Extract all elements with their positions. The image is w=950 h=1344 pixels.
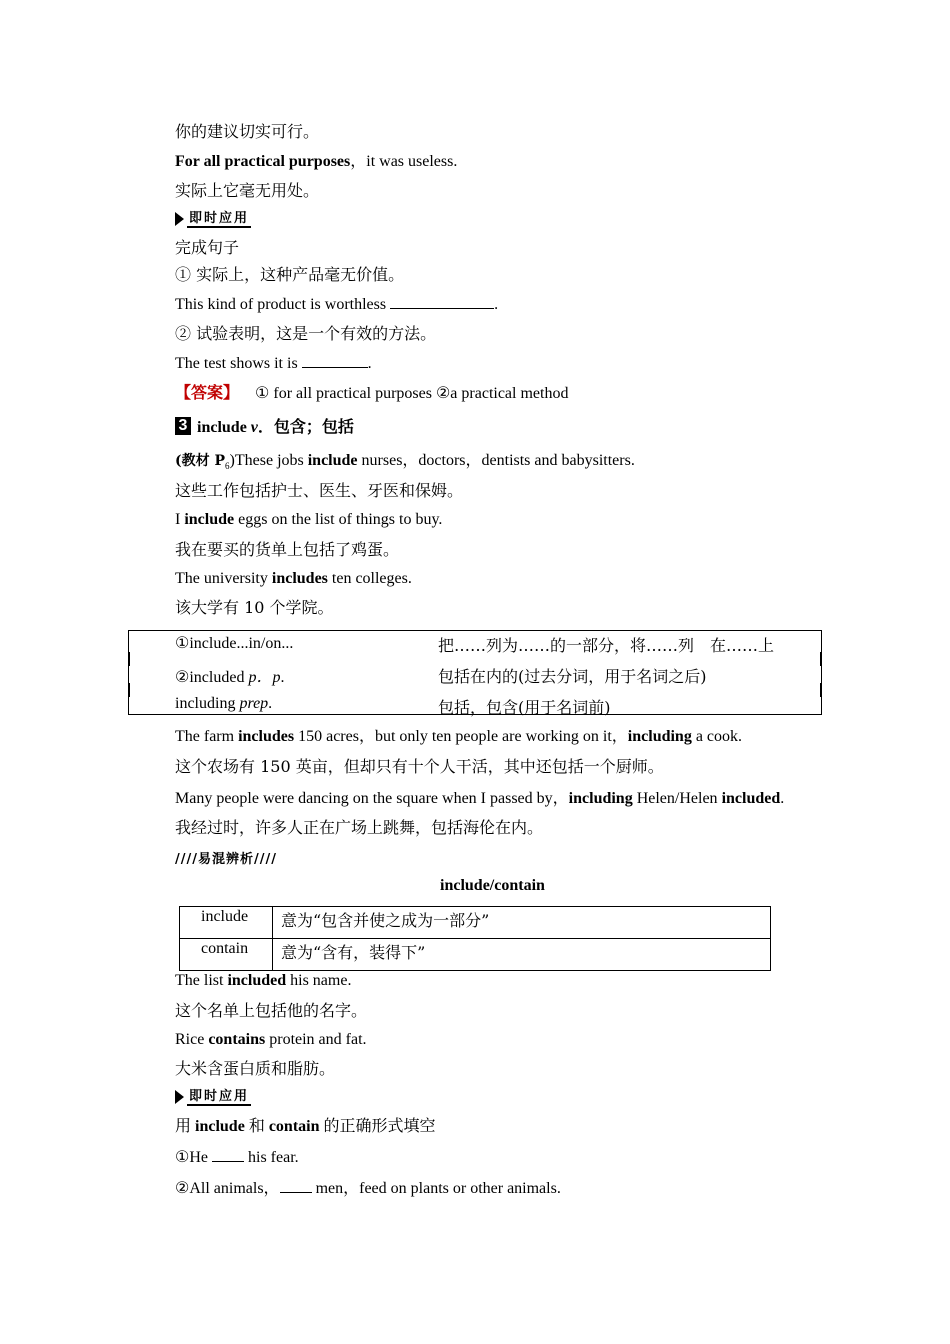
heading-include: [175, 417, 354, 438]
sentence-text: his name.: [290, 972, 352, 989]
sentence-text: a cook.: [695, 728, 743, 745]
sentence-text: The test shows it is: [175, 355, 298, 372]
bold-word: included: [721, 790, 781, 807]
table-edge-mark: [820, 683, 822, 697]
sentence-text: Many people were dancing on the square when I passed by，: [175, 790, 569, 807]
phrase-text: including: [175, 695, 240, 712]
example-list-cn: 这个名单上包括他的名字。: [175, 1001, 368, 1020]
exercise-title: 完成句子: [175, 238, 240, 257]
section-number: 3: [175, 417, 191, 435]
sentence-text: Rice: [175, 1031, 205, 1048]
compare-meaning: 意为“包含并使之成为一部分”: [281, 911, 490, 930]
example-dancing: [175, 789, 784, 809]
bold-word: including: [568, 790, 633, 807]
sentence-text: men，feed on plants or other animals.: [315, 1180, 561, 1197]
compare-word: include: [201, 908, 249, 925]
example-dancing-cn: 我经过时，许多人正在广场上跳舞，包括海伦在内。: [175, 818, 544, 837]
instruction-text: 用: [175, 1116, 192, 1135]
triangle-icon: [175, 212, 184, 226]
exercise-2-en: [175, 353, 372, 374]
example-farm: [175, 727, 742, 747]
bold-word: include: [307, 452, 358, 469]
compare-table: [179, 906, 771, 971]
table-divider: [180, 938, 770, 939]
line-useless-cn: 实际上它毫无用处。: [175, 181, 320, 200]
example-textbook: [175, 451, 635, 476]
line-practical-purposes: [175, 152, 457, 172]
exercise-2-cn: ② 试验表明，这是一个有效的方法。: [175, 324, 437, 343]
compare-word: contain: [201, 940, 249, 957]
apply-tag-text: 即时应用: [189, 1088, 250, 1104]
answer-blank[interactable]: [280, 1178, 312, 1193]
answer-line: [175, 383, 568, 404]
example-textbook-cn: 这些工作包括护士、医生、牙医和保姆。: [175, 481, 464, 500]
sentence-text: I: [175, 511, 181, 528]
example-eggs-cn: 我在要买的货单上包括了鸡蛋。: [175, 540, 400, 559]
sentence-text: ten colleges.: [331, 570, 412, 587]
sentence-text: )These jobs: [229, 452, 304, 469]
sentence-text: nurses，doctors，dentists and babysitters.: [361, 452, 635, 469]
confuse-tag: ////易混辨析////: [175, 852, 277, 867]
fill-instruction: [175, 1116, 436, 1137]
sentence-text: This kind of product is worthless: [175, 296, 387, 313]
usage-table: [128, 630, 822, 715]
bold-word: contains: [208, 1031, 266, 1048]
sentence-text: 150 acres，but only ten people are working on it，: [298, 728, 628, 745]
source-page: 6: [225, 461, 230, 472]
usage-phrase: [175, 664, 284, 687]
fill-exercise-1: [175, 1147, 299, 1168]
period: .: [780, 790, 785, 807]
period: .: [367, 355, 372, 372]
bold-word: included: [227, 972, 287, 989]
sentence-rest: ，it was useless.: [350, 153, 458, 170]
headword-meaning: ．包含；包括: [257, 417, 354, 436]
answer-text: ① for all practical purposes ②a practical method: [255, 385, 569, 402]
sentence-text: eggs on the list of things to buy.: [238, 511, 443, 528]
bold-word: include: [195, 1118, 245, 1135]
sentence-text: Helen/Helen: [636, 790, 718, 807]
sentence-text: ②All animals，: [175, 1180, 280, 1197]
bold-phrase: For all practical purposes: [175, 153, 351, 170]
example-farm-cn: 这个农场有 150 英亩，但却只有十个人干活，其中还包括一个厨师。: [175, 757, 664, 776]
example-list: [175, 971, 351, 991]
answer-label: 【答案】: [175, 383, 240, 402]
period: .: [494, 296, 499, 313]
instruction-text: 和: [248, 1116, 265, 1135]
usage-phrase: [175, 695, 272, 713]
instruction-text: 的正确形式填空: [323, 1116, 436, 1135]
source-label: (教材 P: [175, 453, 226, 469]
usage-meaning: 把……列为……的一部分，将……列 在……上: [438, 636, 775, 655]
sentence-text: The list: [175, 972, 224, 989]
table-edge-mark: [128, 683, 130, 697]
table-edge-mark: [820, 652, 822, 666]
sentence-text: protein and fat.: [269, 1031, 367, 1048]
compare-meaning: 意为“含有，装得下”: [281, 943, 426, 962]
answer-blank[interactable]: [302, 353, 368, 368]
triangle-icon: [175, 1090, 184, 1104]
phrase-italic: prep: [239, 695, 269, 712]
table-edge-mark: [128, 652, 130, 666]
example-eggs: [175, 510, 442, 530]
apply-tag: [175, 210, 251, 228]
example-rice: [175, 1030, 367, 1050]
usage-phrase: ①include...in/on...: [175, 635, 294, 652]
fill-exercise-2: [175, 1178, 561, 1199]
exercise-1-en: [175, 294, 498, 315]
line-suggestion-cn: 你的建议切实可行。: [175, 122, 320, 141]
example-rice-cn: 大米含蛋白质和脂肪。: [175, 1059, 336, 1078]
bold-word: includes: [271, 570, 328, 587]
exercise-1-cn: ① 实际上，这种产品毫无价值。: [175, 265, 405, 284]
bold-word: includes: [238, 728, 295, 745]
example-university: [175, 569, 412, 589]
sentence-text: The farm: [175, 728, 235, 745]
usage-meaning: 包括，包含(用于名词前): [438, 698, 611, 717]
sentence-text: his fear.: [248, 1149, 299, 1166]
headword: include: [197, 419, 247, 436]
answer-blank[interactable]: [390, 294, 494, 309]
period: .: [280, 669, 285, 686]
example-university-cn: 该大学有 10 个学院。: [175, 598, 334, 617]
bold-word: contain: [268, 1118, 320, 1135]
phrase-italic: p．p: [248, 669, 281, 686]
bold-word: including: [627, 728, 692, 745]
sentence-text: The university: [175, 570, 268, 587]
bold-word: include: [184, 511, 235, 528]
compare-title: include/contain: [440, 877, 545, 894]
usage-meaning: 包括在内的(过去分词，用于名词之后): [438, 667, 707, 686]
sentence-text: ①He: [175, 1149, 208, 1166]
part-of-speech: v: [250, 419, 258, 436]
answer-blank[interactable]: [212, 1147, 244, 1162]
period: .: [268, 695, 273, 712]
apply-tag-text: 即时应用: [189, 210, 250, 226]
phrase-text: ②included: [175, 669, 249, 686]
apply-tag-2: [175, 1088, 251, 1106]
